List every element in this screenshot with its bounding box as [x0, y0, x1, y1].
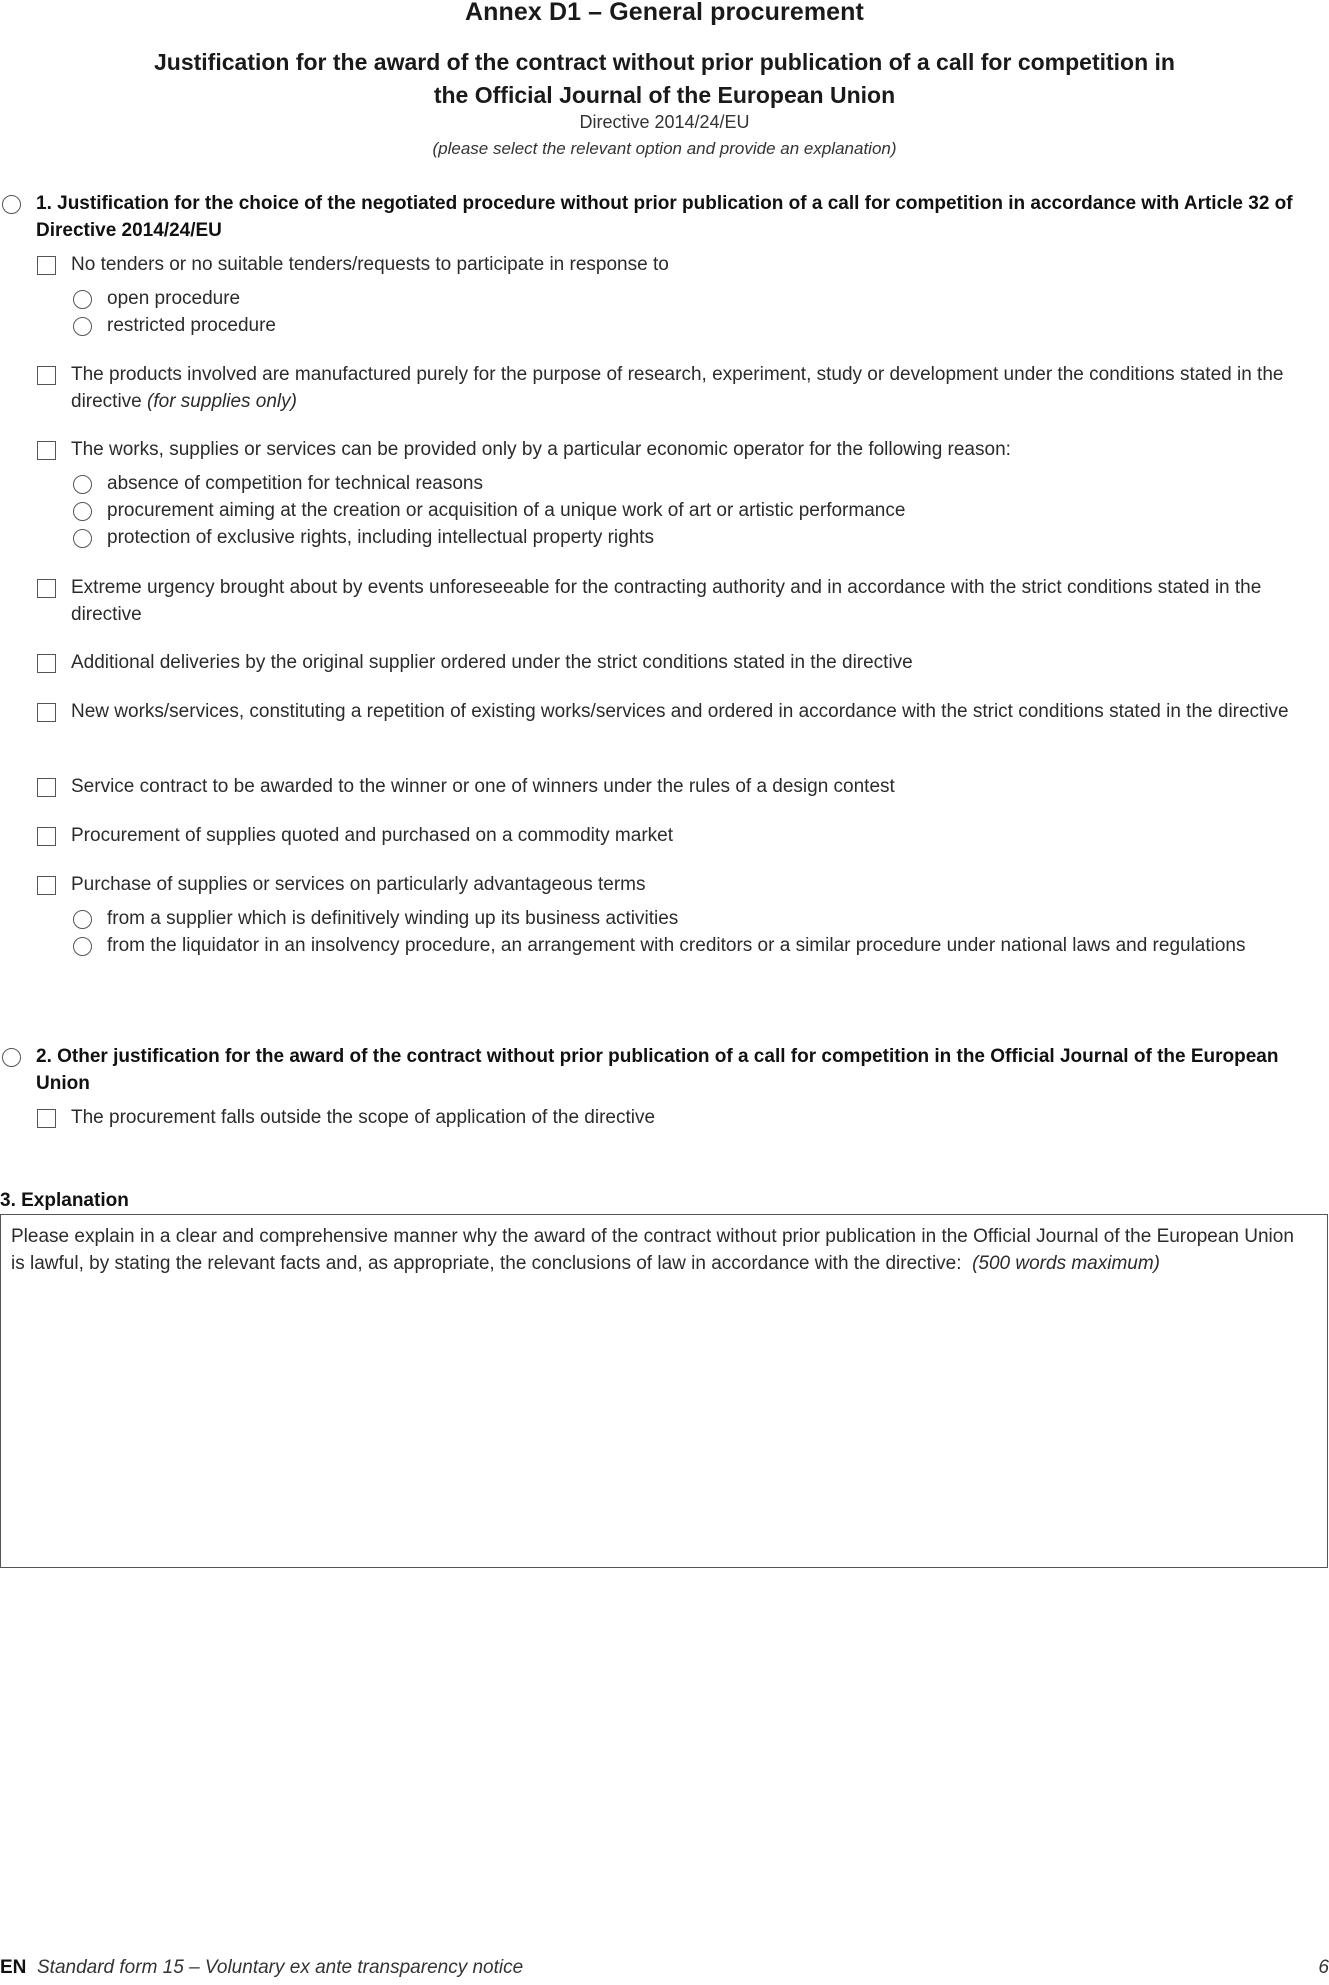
section1-radio[interactable] — [2, 195, 21, 214]
open-procedure-radio[interactable] — [73, 290, 92, 309]
liquidator-label: from the liquidator in an insolvency procedure, an arrangement with creditors or a similar procedure under national laws and regulations — [107, 935, 1246, 956]
extreme-urgency-checkbox[interactable] — [37, 579, 56, 598]
outside-scope-checkbox[interactable] — [37, 1109, 56, 1128]
additional-deliveries-label: Additional deliveries by the original supplier ordered under the strict conditions stated in the directive — [71, 652, 913, 673]
unique-artwork-radio[interactable] — [73, 502, 92, 521]
design-contest-checkbox[interactable] — [37, 778, 56, 797]
annex-title: Annex D1 – General procurement — [465, 0, 864, 26]
new-works-checkbox[interactable] — [37, 703, 56, 722]
section2-heading: 2. Other justification for the award of the contract without prior publication of a call for competition in the Official Journal of the European Union — [36, 1046, 1279, 1094]
no-tenders-label: No tenders or no suitable tenders/requests to participate in response to — [71, 254, 669, 275]
exclusive-rights-label: protection of exclusive rights, including intellectual property rights — [107, 527, 655, 548]
winding-up-supplier-label: from a supplier which is definitively winding up its business activities — [107, 908, 679, 929]
language-code: EN — [0, 1957, 27, 1978]
technical-reasons-radio[interactable] — [73, 475, 92, 494]
winding-up-supplier-radio[interactable] — [73, 910, 92, 929]
explanation-prompt: Please explain in a clear and comprehensive manner why the award of the contract without prior publication in the Official Journal of the European Union is lawful, by stating the relevant facts and, as appropriate, the conclusions of law in accordance with the directive: (500 words maximum) — [11, 1226, 1294, 1274]
outside-scope-label: The procurement falls outside the scope of application of the directive — [71, 1107, 656, 1128]
restricted-procedure-radio[interactable] — [73, 317, 92, 336]
exclusive-rights-radio[interactable] — [73, 529, 92, 548]
extreme-urgency-label: Extreme urgency brought about by events unforeseeable for the contracting authority and in accordance with the strict conditions stated in the directive — [71, 577, 1262, 625]
additional-deliveries-checkbox[interactable] — [37, 654, 56, 673]
technical-reasons-label: absence of competition for technical reasons — [107, 473, 483, 494]
liquidator-radio[interactable] — [73, 937, 92, 956]
advantageous-terms-label: Purchase of supplies or services on particularly advantageous terms — [71, 874, 646, 895]
open-procedure-label: open procedure — [107, 288, 241, 309]
research-products-label: The products involved are manufactured purely for the purpose of research, experiment, study or development under the conditions stated in the directive (for supplies only) — [71, 364, 1284, 412]
directive-reference: Directive 2014/24/EU — [579, 112, 750, 132]
new-works-label: New works/services, constituting a repetition of existing works/services and ordered in accordance with the strict conditions stated in the directive — [71, 701, 1289, 722]
advantageous-terms-checkbox[interactable] — [37, 876, 56, 895]
particular-operator-label: The works, supplies or services can be provided only by a particular economic operator for the following reason: — [71, 439, 1011, 460]
section3-heading: 3. Explanation — [0, 1190, 129, 1211]
page-number: 6 — [1318, 1957, 1329, 1978]
commodity-market-label: Procurement of supplies quoted and purchased on a commodity market — [71, 825, 673, 846]
instruction-note: (please select the relevant option and provide an explanation) — [432, 139, 897, 158]
section1-heading: 1. Justification for the choice of the negotiated procedure without prior publication of a call for competition in accordance with Article 32 of Directive 2014/24/EU — [36, 193, 1293, 241]
no-tenders-checkbox[interactable] — [37, 256, 56, 275]
particular-operator-checkbox[interactable] — [37, 441, 56, 460]
explanation-textarea[interactable] — [0, 1214, 1328, 1568]
form-name: Standard form 15 – Voluntary ex ante transparency notice — [37, 1957, 524, 1978]
annex-subtitle: Justification for the award of the contract without prior publication of a call for competition in the Official Journal of the European Union — [154, 49, 1175, 108]
commodity-market-checkbox[interactable] — [37, 827, 56, 846]
unique-artwork-label: procurement aiming at the creation or acquisition of a unique work of art or artistic performance — [107, 500, 906, 521]
research-products-checkbox[interactable] — [37, 366, 56, 385]
design-contest-label: Service contract to be awarded to the winner or one of winners under the rules of a design contest — [71, 776, 895, 797]
restricted-procedure-label: restricted procedure — [107, 315, 276, 336]
section2-radio[interactable] — [2, 1048, 21, 1067]
